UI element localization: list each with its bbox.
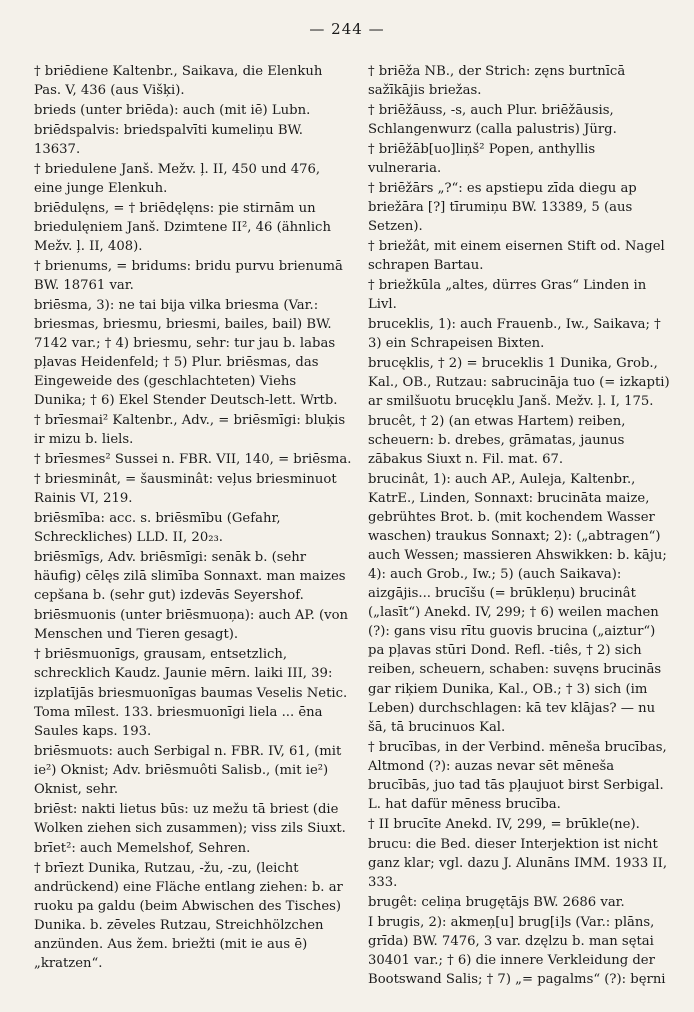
entry-brienums: † brienums, = bridums: bridu purvu brienumā BW. 18761 var. bbox=[34, 259, 343, 294]
entry-brucibas: † brucības, in der Verbind. mēneša brucības, Altmond (?): auzas nevar sēt mēneša brucībās, juo tad tās pļaujuot birst Serbigal. L. hat dafür mēness brucība. bbox=[368, 739, 667, 812]
entry-brucu: brucu: die Bed. dieser Interjektion ist nicht ganz klar; vgl. dazu J. Alunāns IMM. 1933 II, 333. bbox=[368, 836, 668, 890]
entry-bruget: brugêt: celiņa brugętājs BW. 2686 var. bbox=[368, 894, 625, 910]
entry-brucęklis: brucęklis, † 2) = bruceklis 1 Dunika, Grob., Kal., OB., Rutzau: sabrucināja tuo (= izkapti) ar smilšuotu brucęklu Janš. Mežv. ļ. I, 175. bbox=[368, 356, 670, 410]
entry-briezat: † briežât, mit einem eisernen Stift od. Nagel schrapen Bartau. bbox=[368, 239, 665, 274]
entry-brugis: I brugis, 2): akmeņ[u] brug[i]s (Var.: plāns, grīda) BW. 7476, 3 var. dzęlzu b. man sętai 30401 var.; † 6) die innere Verkleidung der Bootswand Salis; † 7) „= pagalms“ (?): bęrni bbox=[368, 914, 666, 987]
entry-briest: briēst: nakti lietus būs: uz mežu tā briest (die Wolken ziehen sich zusammen); viss zils Siuxt. bbox=[34, 801, 346, 836]
left-column bbox=[34, 62, 352, 974]
entry-briezt: † brīezt Dunika, Rutzau, -žu, -zu, (leicht andrückend) eine Fläche entlang ziehen: b. ar ruoku pa galdu (beim Abwischen des Tisches) Dunika. b. zēveles Rutzau, Streichhölzchen anzünden. Aus žem. briežti (mit ie aus ē) „kratzen“. bbox=[34, 860, 343, 971]
entry-briesma: briēsma, 3): ne tai bija vilka briesma (Var.: briesmas, briesmu, briesmi, bailes, bail) BW. 7142 var.; † 4) briesmu, sehr: tur jau b. labas pļavas Heidenfeld; † 5) Plur. briēsmas, das Eingeweide des (geschlachteten) Viehs Dunika; † 6) Ekel Stender Deutsch-lett. Wrtb. bbox=[34, 298, 338, 409]
entry-briesmes: † brīesmes² Sussei n. FBR. VII, 140, = briēsma. bbox=[34, 452, 352, 468]
entry-bruceklis: bruceklis, 1): auch Frauenb., Iw., Saikava; † 3) ein Schrapeisen Bixten. bbox=[368, 317, 661, 352]
entry-briedulens: briēdulęns, = † briēdęlęns: pie stirnām un briedulęniem Janš. Dzimtene II², 46 (ähnlich Mežv. ļ. II, 408). bbox=[34, 201, 331, 255]
entry-brucet: brucêt, † 2) (an etwas Hartem) reiben, scheuern: b. drebes, grāmatas, jaunus zābakus Siuxt n. Fil. mat. 67. bbox=[368, 414, 626, 468]
entry-briet: brīet²: auch Memelshof, Sehren. bbox=[34, 840, 251, 856]
entry-briesmiba: briēsmība: acc. s. briēsmību (Gefahr, Schreckliches) LLD. II, 20₂₃. bbox=[34, 511, 281, 546]
entry-briesmuonigs: † briēsmuonīgs, grausam, entsetzlich, schrecklich Kaudz. Jaunie mērn. laiki III, 39: izplatījās briesmuonīgas baumas Veselis Netic. Toma mīlest. 133. briesmuonīgi liela ... ēna Saules kaps. 193. bbox=[34, 647, 348, 739]
entry-brucinat: brucinât, 1): auch AP., Auleja, Kaltenbr., KatrE., Linden, Sonnaxt: brucināta maize, gebrühtes Brot. b. (mit kochendem Wasser waschen) traukus Sonnaxt; 2): („abtragen“) auch Wessen; massieren Ahswikken: b. kāju; 4): auch Grob., Iw.; 5) (auch Saikava): aizgājis... brucīšu (= brūkleņu) brucinât („lasīt“) Anekd. IV, 299; † 6) weilen machen (?): gans visu rītu guovis brucina („aiztur“) pa pļavas stūri Dond. Refl. -tiês, † 2) sich reiben, scheuern, schaben: suvęns brucinās gar riķiem Dunika, Kal., OB.; † 3) sich (im Leben) durchschlagen: kā tev klājas? — nu šā, tā brucinuos Kal. bbox=[368, 472, 667, 735]
entry-briesmuonis: briēsmuonis (unter briēsmuoņa): auch AP. (von Menschen und Tieren gesagt). bbox=[34, 608, 349, 643]
entry-briediene: † briēdiene Kaltenbr., Saikava, die Elenkuh Pas. V, 436 (aus Višķi). bbox=[34, 64, 323, 99]
entry-briesmigs: briēsmīgs, Adv. briēsmīgi: senāk b. (sehr häufig) cēlęs zilā slimība Sonnaxt. man maizes cepšana b. (sehr gut) izdevās Seyershof. bbox=[34, 550, 346, 604]
entry-briesminat: † briesminât, = šausminât: veļus briesminuot Rainis VI, 219. bbox=[34, 472, 337, 507]
entry-brucite: † II brucīte Anekd. IV, 299, = brūkle(ne). bbox=[368, 816, 640, 832]
entry-briedulene: † briedulene Janš. Mežv. ļ. II, 450 und 476, eine junge Elenkuh. bbox=[34, 162, 321, 197]
entry-briezauss: † briēžāuss, -s, auch Plur. briēžāusis, Schlangenwurz (calla palustris) Jürg. bbox=[368, 103, 617, 138]
entry-brieza: † briēža NB., der Strich: zęns burtnīcā sažīkājis briežas. bbox=[368, 64, 626, 99]
entry-briezabuolins: † briēžāb[uo]liņš² Popen, anthyllis vulneraria. bbox=[368, 142, 596, 177]
right-column bbox=[368, 62, 670, 990]
entry-briesmai: † brīesmai² Kaltenbr., Adv., = briēsmīgi: bluķis ir mizu b. liels. bbox=[34, 413, 346, 448]
entry-briezkula: † briežkūla „altes, dürres Gras“ Linden in Livl. bbox=[368, 278, 647, 313]
entry-briesmuots: briēsmuots: auch Serbigal n. FBR. IV, 61, (mit ie²) Oknist; Adv. briēsmuôti Salisb., (mit ie²) Oknist, sehr. bbox=[34, 743, 342, 797]
page-number: — 244 — bbox=[309, 20, 385, 38]
entry-brieds: brieds (unter briēda): auch (mit iē) Lubn. bbox=[34, 103, 311, 119]
entry-briedspalvis: briēdspalvis: briedspalvīti kumeliņu BW. 13637. bbox=[34, 123, 303, 158]
entry-briezars: † briēžārs „?“: es apstiepu zīda diegu ap briežāra [?] tīrumiņu BW. 13389, 5 (aus Setzen). bbox=[368, 181, 637, 235]
